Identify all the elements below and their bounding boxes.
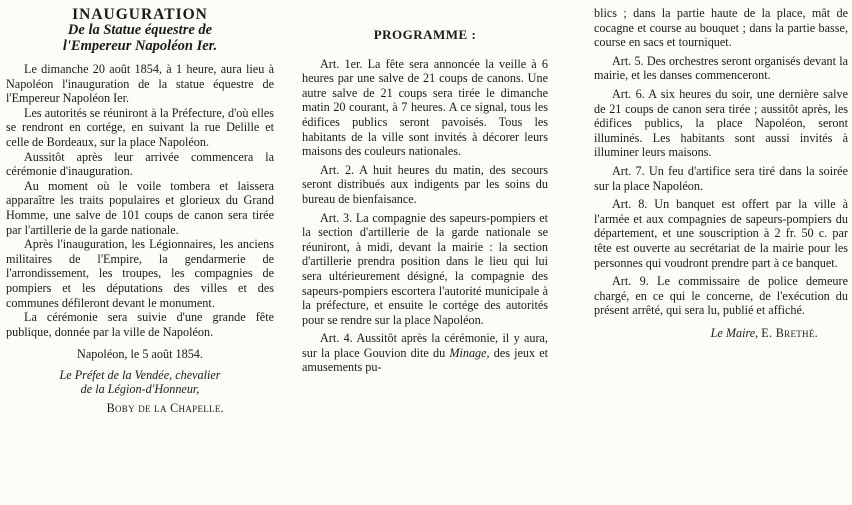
paragraph-1: Le dimanche 20 août 1854, à 1 heure, aura lieu à Napoléon l'inauguration de la statue équestre de l'Empereur Napoléon Ier.: [6, 62, 274, 106]
article-7: Art. 7. Un feu d'artifice sera tiré dans la soirée sur la place Napoléon.: [594, 163, 848, 193]
article-2: Art. 2. A huit heures du matin, des secours seront distribués aux indigents par les soins du bureau de bienfaisance.: [302, 162, 548, 206]
mayor-name: E. Brethé.: [761, 325, 818, 340]
document-title: INAUGURATION: [72, 6, 208, 23]
article-4-place: Minage: [449, 345, 487, 360]
paragraph-6: La cérémonie sera suivie d'une grande fête publique, donnée par la ville de Napoléon.: [6, 310, 274, 339]
programme-heading: PROGRAMME :: [373, 27, 477, 42]
article-8: Art. 8. Un banquet est offert par la ville à l'armée et aux compagnies de sapeurs-pompiers du département, et une souscription à 2 fr. 50 c. par tête est ouverte au secrétariat de la mairie pour les personnes qui voudront prendre part à ce banquet.: [594, 197, 848, 270]
programme-continued-column: [594, 6, 848, 340]
prefect-title-1: Le Préfet de la Vendée, chevalier: [59, 367, 221, 382]
article-1: Art. 1er. La fête sera annoncée la veille à 6 heures par une salve de 21 coups de canons. Une autre salve de 21 coups sera tirée le dimanche matin 20 courant, à 7 heures. A ce signal, tous les édifices publics seront pavoisés. Tous les habitants de la ville sont invités à décorer leurs maisons des couleurs nationales.: [302, 56, 548, 159]
prefect-title-2: de la Légion-d'Honneur,: [80, 382, 200, 397]
article-5: Art. 5. Des orchestres seront organisés devant la mairie, et les danses commenceront.: [594, 53, 848, 83]
mayor-title: Le Maire,: [710, 325, 759, 340]
date-line: Napoléon, le 5 août 1854.: [77, 347, 203, 362]
paragraph-3: Aussitôt après leur arrivée commencera la cérémonie d'inauguration.: [6, 149, 274, 179]
mayor-signature: [594, 326, 848, 341]
subtitle-line-1: De la Statue équestre de: [67, 22, 213, 38]
article-3: Art. 3. La compagnie des sapeurs-pompiers et la section d'artillerie de la garde nationale se réuniront, à midi, devant la mairie : la section d'artillerie prendra position dans le lieu qui lui sera ultérieurement désigné, la compagnie des sapeurs-pompiers escortera l'autorité municipale à la préfecture, et ensuite le cortége des autorités pour se rendre sur la place Napoléon.: [302, 210, 548, 327]
prefect-signature: Boby de la Chapelle.: [106, 401, 224, 416]
paragraph-2: Les autorités se réuniront à la Préfecture, d'où elles se rendront en cortége, en suivant la rue Delille et celle de Bordeaux, sur la place Napoléon.: [6, 105, 274, 149]
inauguration-column: [6, 6, 274, 416]
subtitle-line-2: l'Empereur Napoléon Ier.: [62, 37, 218, 54]
paragraph-5: Après l'inauguration, les Légionnaires, les anciens militaires de l'Empire, la gendarmerie de l'arrondissement, les troupes, les compagnies de pompiers et les députations des villes et des communes défileront devant le monument.: [6, 237, 274, 310]
article-4-end: , des jeux et amusements pu-: [302, 345, 549, 375]
article-4: [302, 331, 548, 375]
article-9: Art. 9. Le commissaire de police demeure chargé, en ce qui le concerne, de l'exécution du présent arrêté, qui sera lu, publié et affiché.: [594, 274, 848, 318]
paragraph-4: Au moment où le voile tombera et laissera apparaître les traits populaires et glorieux du Grand Homme, une salve de 101 coups de canon sera tirée par l'artillerie de la garde nationale.: [6, 178, 274, 237]
article-6: Art. 6. A six heures du soir, une dernière salve de 21 coups de canon sera tirée ; aussitôt après, les édifices publics, la place Napoléon, seront illuminés. Les habitants sont aussi invités à illuminer leurs maisons.: [594, 86, 848, 160]
article-4-start: Art. 4. Aussitôt après la cérémonie, il y aura, sur la place Gouvion dite du: [302, 331, 548, 360]
article-4-continued: blics ; dans la partie haute de la place, mât de cocagne et course au bouquet ; dans la partie basse, course en sacs et tourniquet.: [594, 6, 848, 50]
programme-column: [302, 6, 548, 375]
